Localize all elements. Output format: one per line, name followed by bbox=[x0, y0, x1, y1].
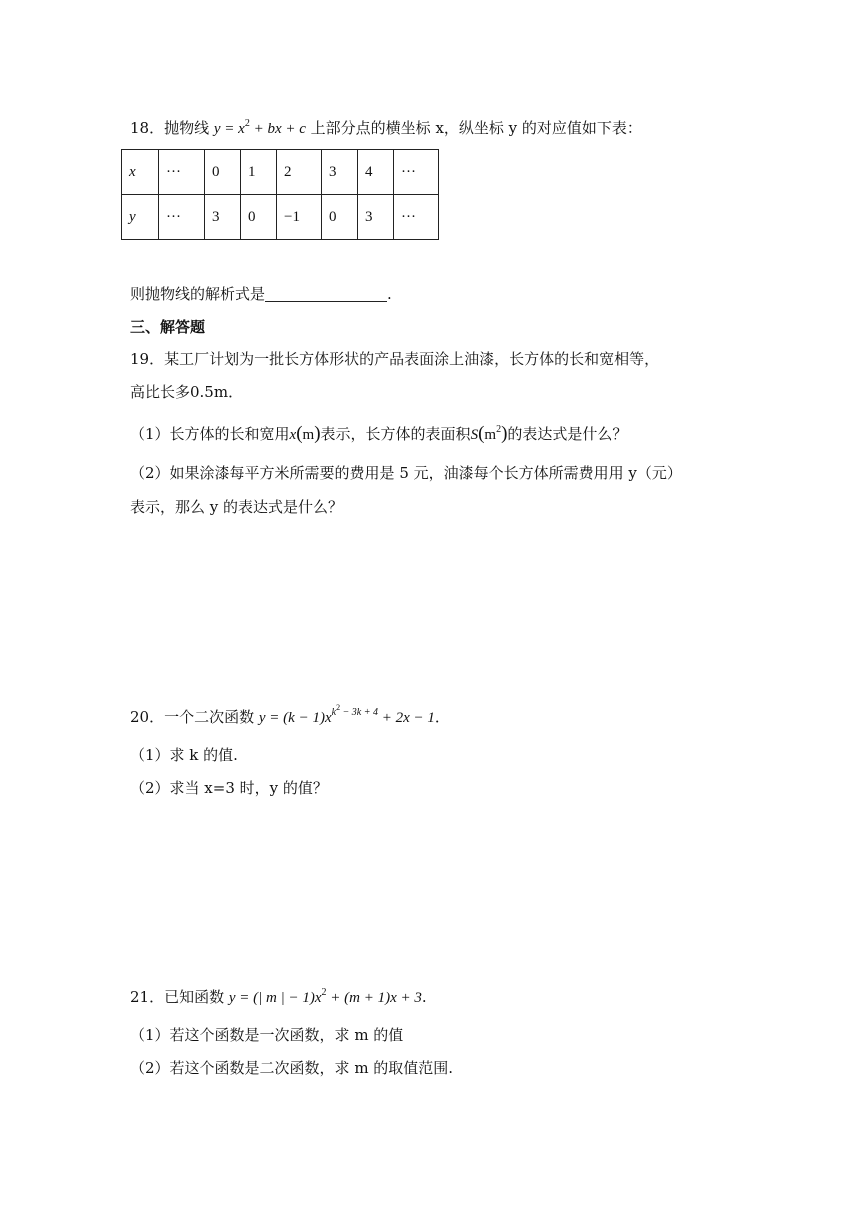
table-cell: 1 bbox=[241, 150, 277, 195]
q19-line2: 高比长多0.5m． bbox=[130, 383, 244, 401]
table-cell: 0 bbox=[322, 195, 358, 240]
q20-formula: $y = (k - 1)x^{k^2 - 3k + 4} + 2x - 1$ bbox=[258, 703, 435, 726]
q20-part1: （1）求 k 的值. bbox=[130, 746, 238, 764]
table-cell: 3 bbox=[358, 195, 394, 240]
q18-answer-line: 则抛物线的解析式是 . bbox=[130, 285, 392, 303]
q18-text-before: 抛物线 bbox=[164, 119, 210, 137]
q19-part2-line1: （2）如果涂漆每平方米所需要的费用是 5 元，油漆每个长方体所需费用用 y（元） bbox=[130, 464, 682, 482]
table-cell: 0 bbox=[205, 150, 241, 195]
q18-text-after: 上部分点的横坐标 x，纵坐标 y 的对应值如下表： bbox=[310, 119, 642, 137]
table-cell: ··· bbox=[159, 195, 205, 240]
table-cell: ··· bbox=[394, 195, 439, 240]
q20-number: 20． bbox=[130, 708, 165, 726]
table-cell: ··· bbox=[159, 150, 205, 195]
q19-var-x: x(m) bbox=[289, 423, 321, 444]
table-cell: 2 bbox=[277, 150, 322, 195]
q19-line1: 19．某工厂计划为一批长方体形状的产品表面涂上油漆，长方体的长和宽相等， bbox=[130, 350, 660, 368]
q21-part1: （1）若这个函数是一次函数，求 m 的值 bbox=[130, 1026, 404, 1044]
table-cell: 0 bbox=[241, 195, 277, 240]
q21-number: 21． bbox=[130, 988, 165, 1006]
q20-statement: 20．一个二次函数 $y = (k - 1)x^{k^2 - 3k + 4} + 2x - 1$． bbox=[130, 703, 450, 726]
table-cell: x bbox=[122, 150, 159, 195]
table-cell: y bbox=[122, 195, 159, 240]
q19-part2-line2: 表示，那么 y 的表达式是什么？ bbox=[130, 498, 344, 516]
q19-number: 19． bbox=[130, 350, 165, 368]
table-cell: 3 bbox=[322, 150, 358, 195]
table-row-x bbox=[122, 150, 439, 195]
q19-part1: （1）长方体的长和宽用x(m)表示，长方体的表面积$S(m^2)$的表达式是什么？ bbox=[130, 423, 628, 444]
q18-number: 18． bbox=[130, 119, 165, 137]
q18-answer-prompt: 则抛物线的解析式是 bbox=[130, 285, 266, 303]
q21-formula: y = (| m | − $1)x^2 + (m + 1)x + 3$ bbox=[228, 987, 422, 1006]
section-title: 三、解答题 bbox=[130, 318, 206, 336]
q18-statement bbox=[130, 117, 642, 140]
q18-formula: $y = x^2$ + bx + c bbox=[213, 118, 306, 137]
table-cell: −1 bbox=[277, 195, 322, 240]
table-cell: ··· bbox=[394, 150, 439, 195]
table-row-y bbox=[122, 195, 439, 240]
q21-statement: 21．已知函数 y = (| m | − $1)x^2 + (m + 1)x + 3$. bbox=[130, 987, 427, 1006]
q21-part2: （2）若这个函数是二次函数，求 m 的取值范围. bbox=[130, 1059, 454, 1077]
q20-part2: （2）求当 x=3 时，y 的值？ bbox=[130, 779, 328, 797]
q19-var-s: $S(m^2)$ bbox=[470, 423, 508, 444]
values-table bbox=[121, 149, 439, 240]
table-cell: 3 bbox=[205, 195, 241, 240]
answer-blank[interactable] bbox=[265, 285, 387, 302]
table-cell: 4 bbox=[358, 150, 394, 195]
